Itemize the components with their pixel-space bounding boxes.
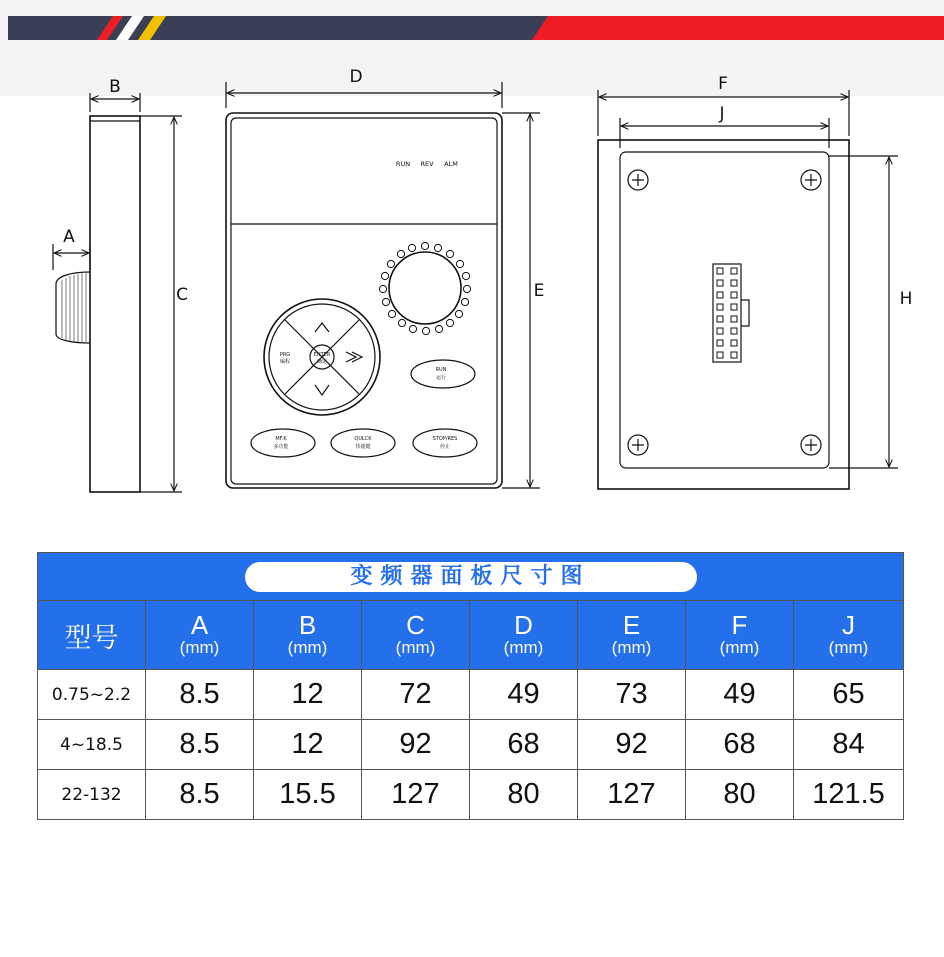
header-b-unit: (mm) [287,638,328,657]
header-c [362,601,470,670]
mfk-key[interactable] [251,429,315,457]
label-f: F [718,74,728,94]
cell-f: 68 [686,720,794,770]
cell-c: 92 [362,720,470,770]
header-e [578,601,686,670]
prg-key-label: PRG [279,352,291,358]
cell-a: 8.5 [146,670,254,720]
encoder-knob[interactable] [389,252,461,324]
header-e-unit: (mm) [611,638,652,657]
header-a [146,601,254,670]
label-h: H [899,289,913,309]
header-j-unit: (mm) [828,638,869,657]
cell-j: 65 [794,670,904,720]
header-d-letter: D [514,610,533,640]
label-c: C [176,285,188,305]
row-model: 0.75~2.2 [38,670,146,720]
header-f [686,601,794,670]
cell-e: 73 [578,670,686,720]
screw-icons [628,170,821,455]
table-row [38,720,904,770]
label-d: D [349,67,363,87]
quick-key[interactable] [331,429,395,457]
cell-a: 8.5 [146,770,254,820]
cell-b: 15.5 [254,770,362,820]
led-rev-label: REV [420,160,434,168]
run-key-sublabel: 运行 [435,375,447,381]
cell-f: 49 [686,670,794,720]
side-view [53,77,188,492]
header-model: 型号 [38,601,146,670]
table-row [38,670,904,720]
mfk-key-label: MF.K [275,436,287,442]
row-model: 22-132 [38,770,146,820]
table-title-cell [38,553,904,601]
back-view [598,74,912,489]
header-d [470,601,578,670]
label-b: B [109,77,121,97]
quick-key-sublabel: 快捷键 [355,444,371,450]
cell-c: 127 [362,770,470,820]
dimension-table [37,552,904,820]
header-c-letter: C [406,610,425,640]
label-a: A [63,227,75,247]
header-a-unit: (mm) [179,638,220,657]
run-key[interactable] [411,360,475,388]
header-j [794,601,904,670]
run-key-label: RUN [435,367,447,373]
cell-d: 80 [470,770,578,820]
front-view [226,67,544,488]
header-f-unit: (mm) [719,638,760,657]
header-e-letter: E [622,610,641,640]
cell-e: 127 [578,770,686,820]
stop-key-sublabel: 停止 [439,444,451,450]
enter-key-sublabel: 确定 [316,359,328,365]
header-banner [0,0,944,96]
header-b-letter: B [298,610,317,640]
cell-j: 84 [794,720,904,770]
stop-key-label: STOP/RES [432,436,458,442]
cell-j: 121.5 [794,770,904,820]
cell-d: 49 [470,670,578,720]
led-alm-label: ALM [444,160,458,168]
header-f-letter: F [731,610,748,640]
row-model: 4~18.5 [38,720,146,770]
header-c-unit: (mm) [395,638,436,657]
cell-a: 8.5 [146,720,254,770]
led-run-label: RUN [395,160,411,168]
table-header-row [38,601,904,670]
label-e: E [533,281,545,301]
mfk-key-sublabel: 多功能 [273,444,289,450]
label-j: J [719,104,725,124]
cell-b: 12 [254,720,362,770]
connector-port [713,264,749,362]
header-d-unit: (mm) [503,638,544,657]
header-b [254,601,362,670]
prg-key-sublabel: 编程 [279,359,291,365]
table-row [38,770,904,820]
cell-c: 72 [362,670,470,720]
cell-e: 92 [578,720,686,770]
table-title: 变频器面板尺寸图 [245,562,697,592]
cell-d: 68 [470,720,578,770]
direction-pad[interactable] [264,299,380,415]
stop-key[interactable] [413,429,477,457]
quick-key-label: QULCK [354,436,372,442]
cell-f: 80 [686,770,794,820]
enter-key-label: ENTER [313,352,331,358]
header-a-letter: A [190,610,209,640]
cell-b: 12 [254,670,362,720]
header-j-letter: J [842,610,855,640]
